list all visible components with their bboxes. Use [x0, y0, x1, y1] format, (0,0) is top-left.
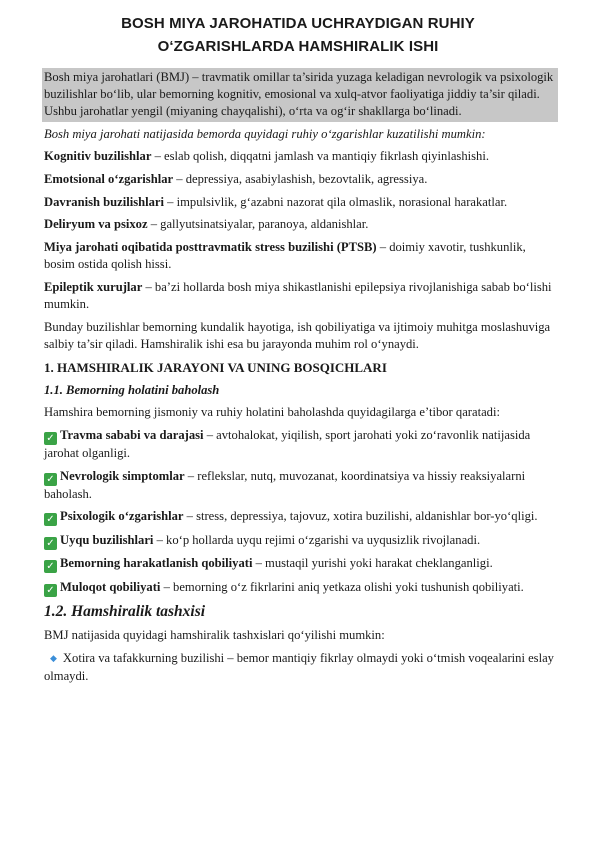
item-desc: – mustaqil yurishi yoki harakat cheklanganligi. [252, 556, 493, 571]
item-desc: – ba’zi hollarda bosh miya shikastlanishi epilepsiya rivojlanishiga sabab bo‘lishi mumkin. [44, 280, 552, 312]
subsection-lead: Hamshira bemorning jismoniy va ruhiy holatini baholashda quyidagilarga e’tibor qaratadi: [44, 405, 500, 420]
check-item [44, 508, 558, 526]
item-term: Travma sababi va darajasi [60, 427, 204, 442]
subsection-lead: BMJ natijasida quyidagi hamshiralik tashxislari qo‘yilishi mumkin: [44, 628, 385, 643]
list-item [44, 216, 558, 233]
item-desc: – ko‘p hollarda uyqu rejimi o‘zgarishi va uyqusizlik rivojlanadi. [153, 532, 481, 547]
item-term: Kognitiv buzilishlar [44, 149, 152, 164]
intro-paragraph: Bosh miya jarohatlari (BMJ) – travmatik omillar ta’sirida yuzaga keladigan nevrologik va psixologik buzilishlar bo‘lib, ular bemorning kognitiv, emosional va xulq-atvor faoliyatiga jiddiy ta’sir qiladi. Ushbu jarohatlar yengil (miyaning chayqalishi), o‘rta va og‘ir shakllarga bo‘linadi. [42, 68, 558, 122]
item-term: Bemorning harakatlanish qobiliyati [60, 556, 253, 571]
check-mark-icon: ✓ [44, 560, 57, 573]
list-item [44, 239, 558, 273]
check-mark-icon: ✓ [44, 584, 57, 597]
check-item [44, 468, 558, 503]
list-item [44, 171, 558, 188]
item-desc: – reflekslar, nutq, muvozanat, koordinatsiya va hissiy reaksiyalarni baholash. [44, 468, 526, 501]
item-term: Deliryum va psixoz [44, 217, 148, 232]
item-desc: – eslab qolish, diqqatni jamlash va mantiqiy fikrlash qiyinlashishi. [151, 149, 489, 164]
check-mark-icon: ✓ [44, 537, 57, 550]
check-item [44, 555, 558, 573]
assessment-checklist [44, 427, 558, 597]
list-item [44, 279, 558, 313]
item-term: Davranish buzilishlari [44, 194, 165, 209]
subsection-heading-2: 1.2. Hamshiralik tashxisi [44, 602, 206, 620]
item-desc: – depressiya, asabiylashish, bezovtalik, agressiya. [173, 172, 428, 187]
item-desc: – doimiy xavotir, tushkunlik, bosim ostida qolish hissi. [44, 240, 526, 272]
check-mark-icon: ✓ [44, 473, 57, 486]
title-line-2: O‘ZGARISHLARDA HAMSHIRALIK ISHI [157, 38, 439, 55]
item-term: Uyqu buzilishlari [60, 532, 154, 547]
check-item [44, 579, 558, 597]
item-term: Miya jarohati oqibatida posttravmatik stress buzilishi (PTSB) [44, 240, 377, 255]
list-item [44, 148, 558, 165]
item-desc: – impulsivlik, g‘azabni nazorat qila olmaslik, norasional harakatlar. [164, 194, 508, 209]
check-item [44, 532, 558, 550]
check-mark-icon: ✓ [44, 432, 57, 445]
item-term: Epileptik xurujlar [44, 280, 143, 295]
changes-list [44, 148, 558, 313]
diamond-bullet-icon: ◆ [50, 654, 57, 665]
item-term: Muloqot qobiliyati [60, 579, 161, 594]
item-term: Emotsional o‘zgarishlar [44, 172, 174, 187]
item-term: Nevrologik simptomlar [60, 468, 185, 483]
section-heading: 1. HAMSHIRALIK JARAYONI VA UNING BOSQICHLARI [44, 360, 387, 376]
item-desc: – gallyutsinatsiyalar, paranoya, aldanishlar. [147, 217, 369, 232]
item-desc: – avtohalokat, yiqilish, sport jarohati yoki zo‘ravonlik natijasida jarohat olganligi. [44, 427, 531, 460]
bullet-item [44, 650, 558, 685]
subsection-heading-1: 1.1. Bemorning holatini baholash [44, 382, 220, 397]
item-term: Psixologik o‘zgarishlar [60, 509, 184, 524]
bullet-text: Xotira va tafakkurning buzilishi – bemor mantiqiy fikrlay olmaydi yoki o‘tmish voqealarini eslay olmaydi. [44, 651, 554, 684]
title-line-1: BOSH MIYA JAROHATIDA UCHRAYDIGAN RUHIY [121, 15, 475, 32]
document-body [44, 68, 558, 685]
check-mark-icon: ✓ [44, 513, 57, 526]
list-item [44, 194, 558, 211]
item-desc: – stress, depressiya, tajovuz, xotira buzilishi, aldanishlar bor-yo‘qligi. [183, 509, 538, 524]
lead-paragraph: Bosh miya jarohati natijasida bemorda quyidagi ruhiy o‘zgarishlar kuzatilishi mumkin: [44, 126, 486, 141]
item-desc: – bemorning o‘z fikrlarini aniq yetkaza olishi yoki tushunish qobiliyati. [160, 579, 524, 594]
page-title [40, 12, 556, 58]
check-item [44, 427, 558, 462]
summary-paragraph: Bunday buzilishlar bemorning kundalik hayotiga, ish qobiliyatiga va ijtimoiy muhitga moslashuviga salbiy ta’sir qiladi. Hamshiralik ishi esa bu jarayonda muhim rol o‘ynaydi. [44, 319, 551, 352]
